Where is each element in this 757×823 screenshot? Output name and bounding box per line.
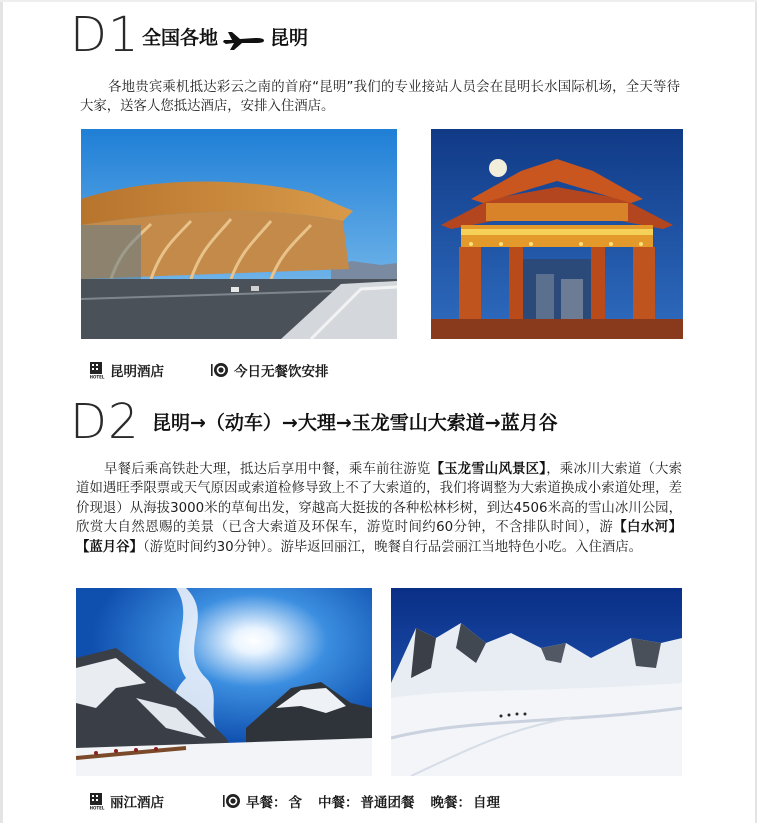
day-title — [142, 25, 308, 51]
page-top-edge — [0, 0, 757, 2]
hotel-icon — [88, 361, 106, 379]
day1-description: 各地贵宾乘机抵达彩云之南的首府“昆明”我们的专业接站人员会在昆明长水国际机场，全天等待大家，送客人您抵达酒店，安排入住酒店。 — [80, 80, 680, 115]
dinner-label: 晚餐： — [430, 795, 471, 811]
day2-info-row — [88, 791, 500, 811]
page-left-edge — [0, 0, 3, 823]
kunming-airport-photo — [81, 129, 397, 339]
plate-icon — [210, 361, 230, 379]
scenic-spot-highlight: 【白水河】【蓝月谷】 — [76, 520, 683, 555]
day1-info-row — [88, 360, 329, 380]
day-title-origin: 全国各地 — [142, 27, 219, 49]
day2-text-1: 早餐后乘高铁赴大理，抵达后享用中餐，乘车前往游览 — [104, 462, 431, 477]
dinner-value: 自理 — [473, 795, 500, 811]
day2-text-2: ，乘冰川大索道（大索道如遇旺季限票或天气原因或索道检修导致上不了大索道的，我们将调整为大索道换成小索道处理，差价现退）从海拔3000米的草甸出发，穿越高大挺拔的各种松林杉树，到达4506米高的雪山冰川公园，欣赏大自然恩赐的美景（已含大索道及环保车，游览时间约60分钟，不含排队时间），游 — [76, 462, 683, 536]
day2-description — [76, 460, 682, 557]
snow-mountain-peaks-photo — [391, 588, 682, 776]
hotel-name: 昆明酒店 — [110, 364, 164, 380]
hotel-icon-text: HOTEL — [89, 374, 105, 379]
hotel-icon — [88, 792, 106, 810]
hotel-icon-text: HOTEL — [89, 805, 105, 810]
day-code: D1 — [70, 7, 140, 63]
kunming-archway-photo — [431, 129, 683, 339]
airplane-icon — [222, 25, 266, 51]
plate-icon — [222, 792, 242, 810]
day-title: 昆明→（动车）→大理→玉龙雪山大索道→蓝月谷 — [152, 412, 558, 434]
meal-info: 今日无餐饮安排 — [234, 364, 329, 380]
lunch-label: 中餐： — [318, 795, 359, 811]
day2-text-3: （游览时间约30分钟）。游毕返回丽江，晚餐自行品尝丽江当地特色小吃。入住酒店。 — [142, 539, 643, 555]
snow-mountain-sun-photo — [76, 588, 372, 776]
lunch-value: 普通团餐 — [360, 795, 415, 811]
hotel-name: 丽江酒店 — [110, 795, 164, 811]
day-code: D2 — [70, 394, 140, 450]
breakfast-value: 含 — [288, 795, 302, 811]
scenic-spot-highlight: 【玉龙雪山风景区】 — [430, 462, 547, 477]
breakfast-label: 早餐： — [246, 795, 287, 811]
day-title-destination: 昆明 — [270, 27, 309, 49]
